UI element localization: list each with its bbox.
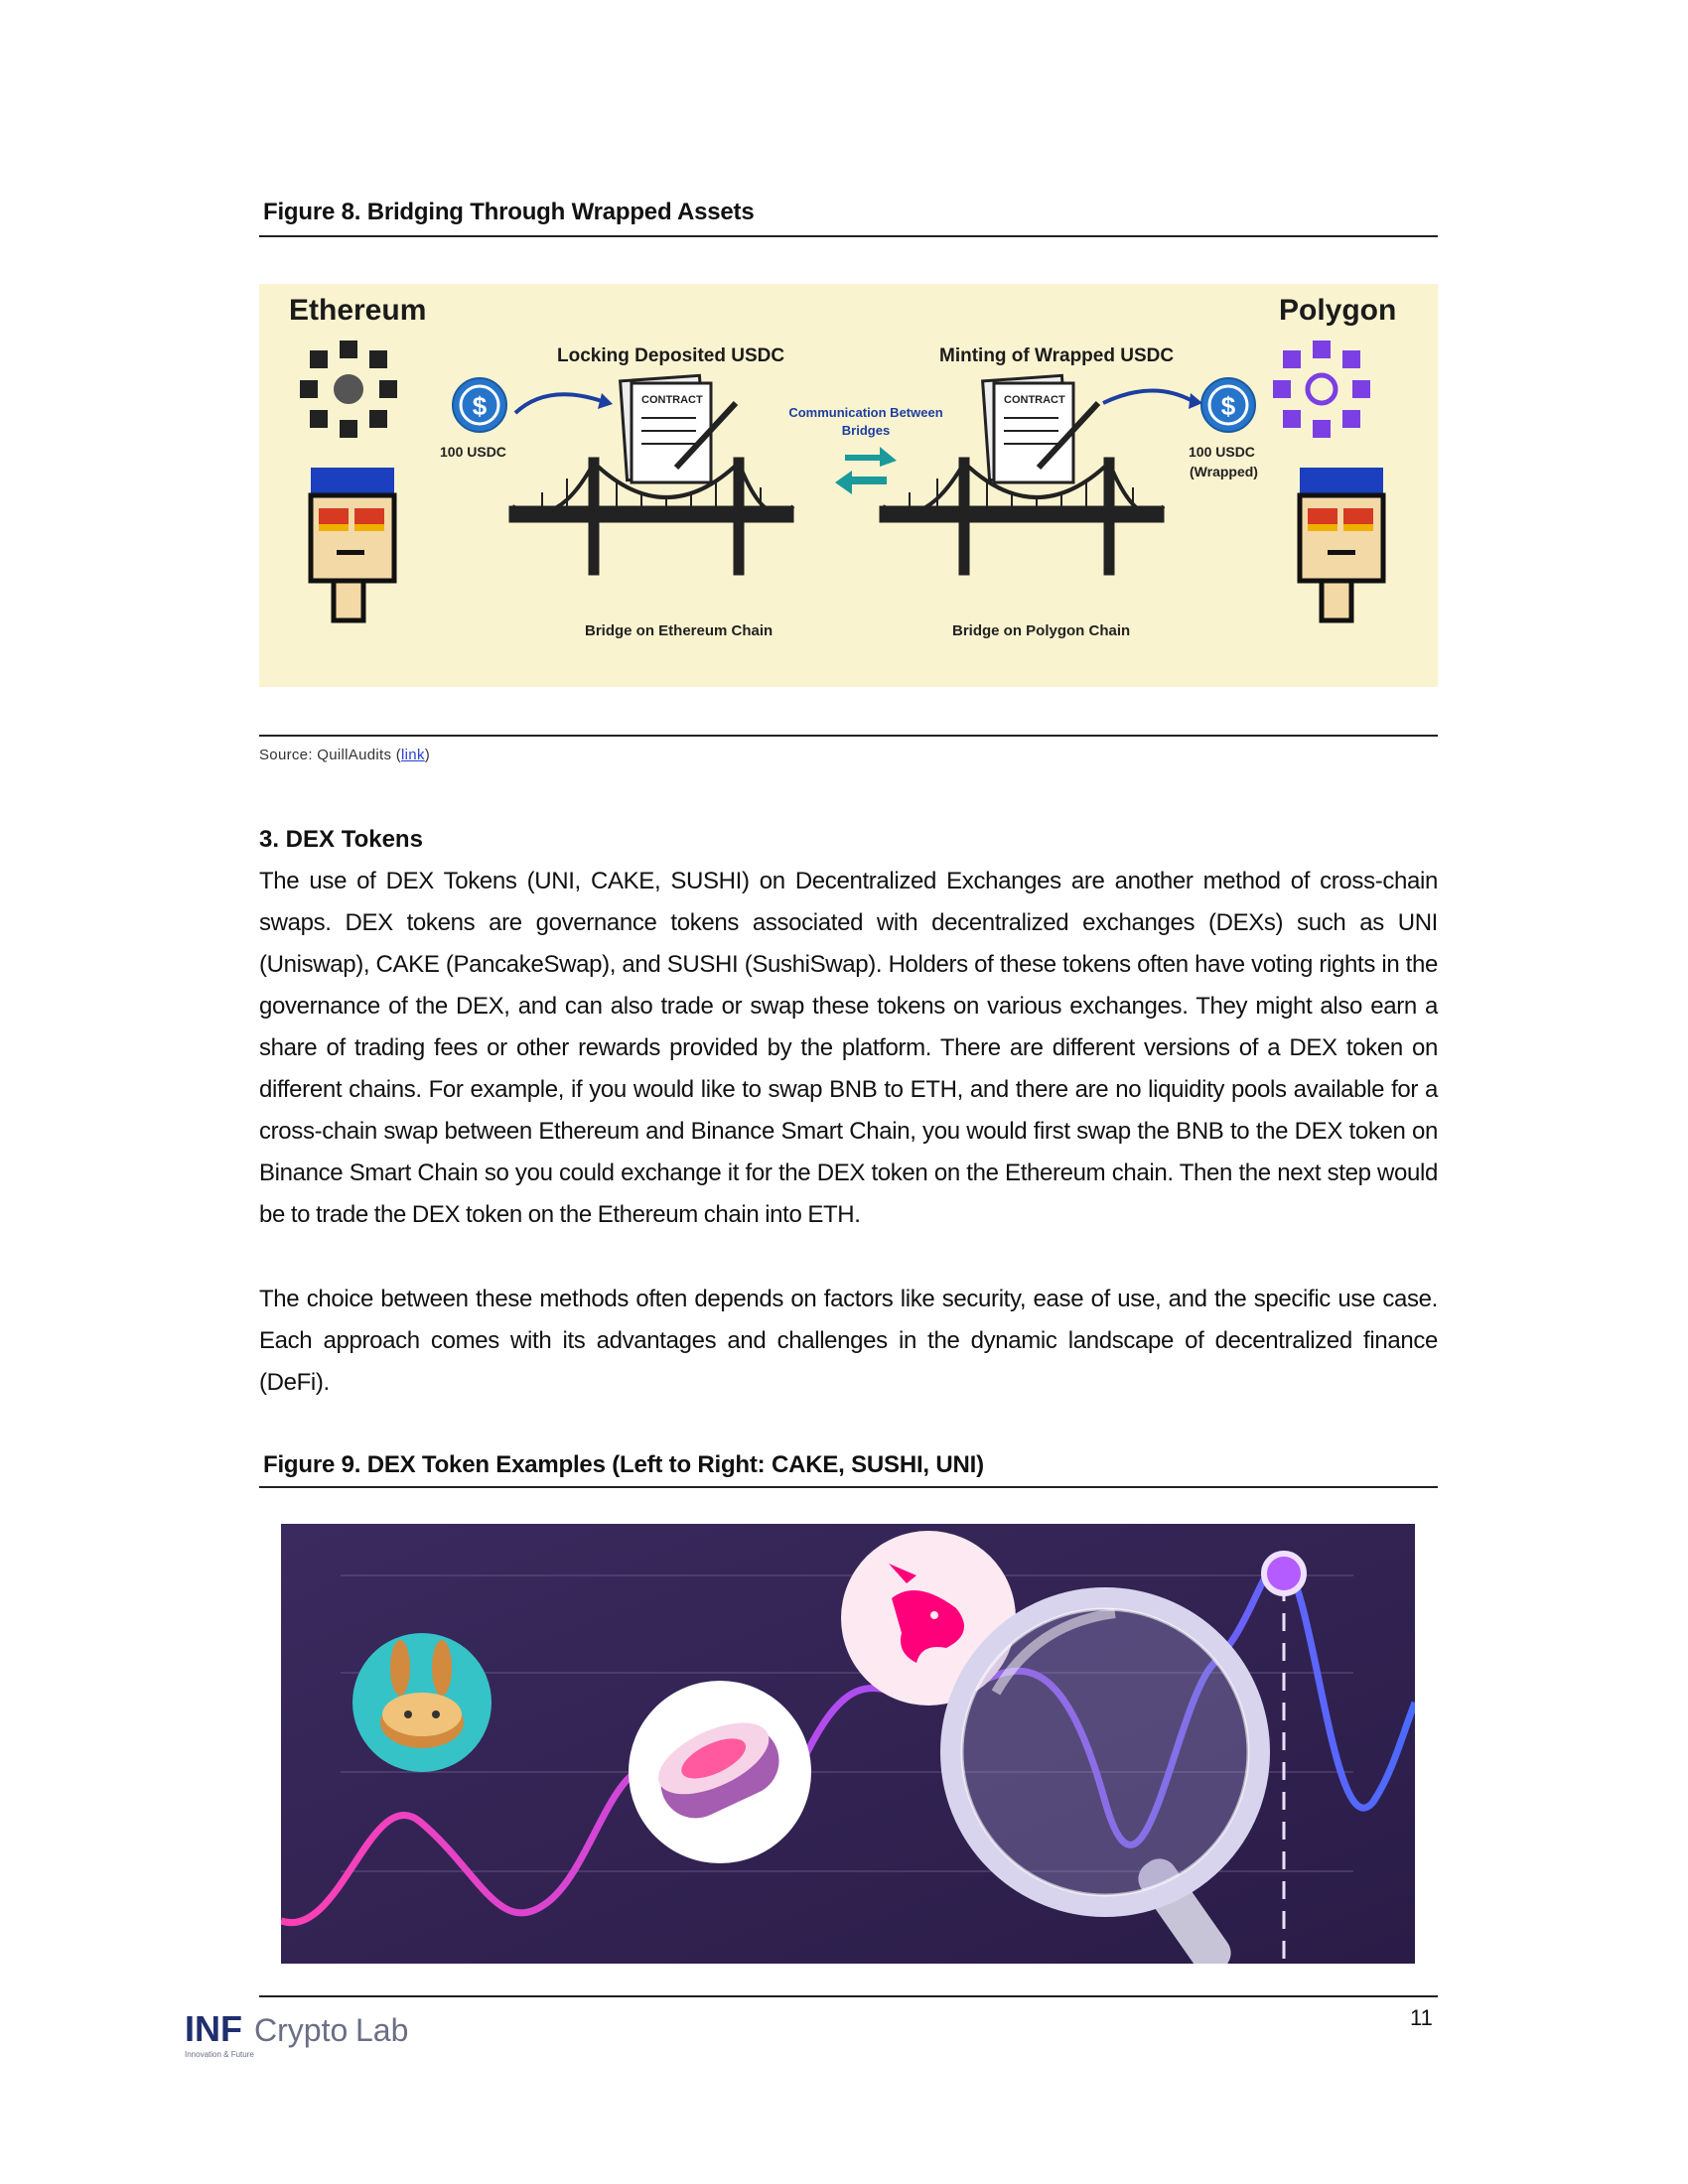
svg-text:CONTRACT: CONTRACT	[1004, 394, 1065, 406]
svg-text:Lab: Lab	[355, 2012, 409, 2048]
figure8-image	[259, 284, 1438, 687]
sushi-token-icon	[629, 1681, 811, 1863]
svg-text:Innovation & Future: Innovation & Future	[185, 2050, 254, 2059]
figure9-caption: Figure 9. DEX Token Examples (Left to Right: CAKE, SUSHI, UNI)	[263, 1451, 984, 1478]
usdc-coin-icon-left	[453, 378, 506, 432]
ethereum-title: Ethereum	[289, 294, 427, 327]
source-rule	[259, 735, 1438, 737]
svg-text:INF: INF	[185, 2008, 242, 2049]
cake-token-icon	[352, 1633, 492, 1772]
figure9-image	[281, 1524, 1415, 1964]
locking-label: Locking Deposited USDC	[557, 345, 785, 366]
figure8-source	[259, 747, 430, 763]
right-amount-label: 100 USDC	[1189, 444, 1255, 460]
minting-label: Minting of Wrapped USDC	[939, 345, 1175, 366]
paragraph-conclusion: The choice between these methods often depends on factors like security, ease of use, and the specific use case. Each approach comes with its advantages and challenges in the dynamic landscape of decentralized finance (DeFi).	[259, 1286, 1438, 1396]
svg-text:$: $	[472, 391, 488, 421]
source-text: Source: QuillAudits (	[259, 747, 402, 763]
ethereum-network-icon	[299, 340, 398, 439]
polygon-network-icon	[1272, 340, 1371, 439]
right-amount-wrapped: (Wrapped)	[1190, 464, 1258, 479]
figure8-caption: Figure 8. Bridging Through Wrapped Assets	[263, 199, 755, 225]
arrow-curve-right-icon	[1103, 390, 1193, 403]
pixel-character-left-icon	[311, 468, 394, 620]
polygon-title: Polygon	[1279, 294, 1397, 327]
svg-text:Crypto: Crypto	[254, 2012, 349, 2048]
footer-rule	[259, 1995, 1438, 1997]
contract-document-icon-right	[983, 375, 1098, 482]
source-suffix: )	[424, 747, 431, 763]
svg-text:CONTRACT: CONTRACT	[641, 394, 703, 406]
exchange-arrows-icon	[835, 447, 897, 494]
paragraph-dex-tokens: The use of DEX Tokens (UNI, CAKE, SUSHI) on Decentralized Exchanges are another method of cross-chain swaps. DEX tokens are governance tokens associated with decentralized exchanges (DEXs) such as UNI (Uniswap), CAKE (PancakeSwap), and SUSHI (SushiSwap). Holders of these tokens often have voting rights in the governance of the DEX, and can also trade or swap these tokens on various exchanges. They might also earn a share of trading fees or other rewards provided by the platform. There are different versions of a DEX token on different chains. For example, if you would like to swap BNB to ETH, and there are no liquidity pools available for a cross-chain swap between Ethereum and Binance Smart Chain, you would first swap the BNB to the DEX token on Binance Smart Chain so you could exchange it for the DEX token on the Ethereum chain. Then the next step would be to trade the DEX token on the Ethereum chain into ETH.	[259, 868, 1438, 1228]
caption-rule-2	[259, 1486, 1438, 1488]
communication-label-2: Bridges	[841, 423, 891, 438]
arrow-curve-left-icon	[515, 394, 602, 413]
section-heading: 3. DEX Tokens	[259, 826, 423, 853]
svg-text:$: $	[1220, 391, 1236, 421]
communication-label: Communication Between	[788, 405, 943, 420]
left-amount-label: 100 USDC	[440, 444, 506, 460]
usdc-coin-icon-right	[1201, 378, 1255, 432]
arrow-head-right-icon	[1189, 393, 1202, 409]
contract-document-icon-left	[621, 375, 736, 482]
bridge-polygon-label: Bridge on Polygon Chain	[952, 622, 1131, 639]
marker-dot	[1264, 1554, 1304, 1593]
bridge-ethereum-label: Bridge on Ethereum Chain	[585, 622, 774, 639]
caption-rule	[259, 235, 1438, 237]
pixel-character-right-icon	[1300, 468, 1383, 620]
source-link[interactable]: link	[401, 747, 425, 763]
page-number: 11	[1410, 2005, 1433, 2030]
inf-cryptolab-logo	[185, 2007, 423, 2068]
arrow-head-left-icon	[598, 393, 613, 409]
